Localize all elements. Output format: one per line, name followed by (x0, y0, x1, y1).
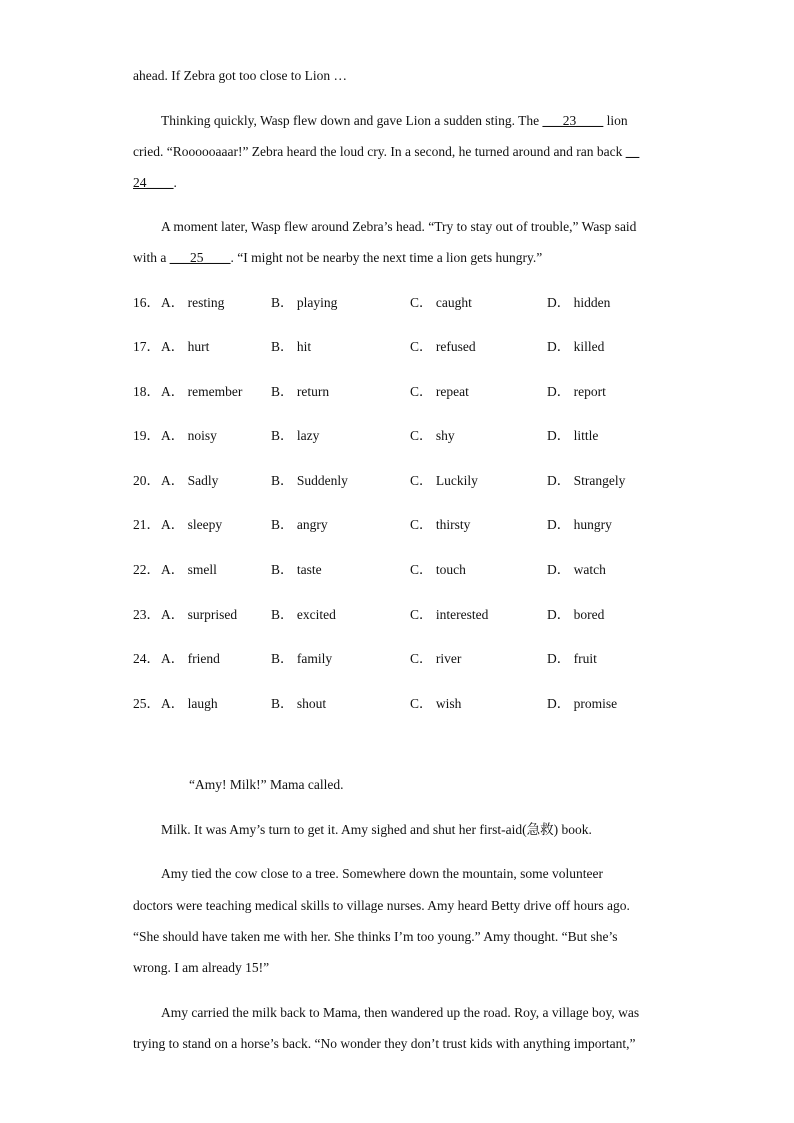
question-row (133, 384, 693, 402)
option-b: B． family (271, 651, 333, 666)
question-row (133, 339, 693, 357)
option-d: D． report (547, 384, 606, 399)
option-a: A． sleepy (161, 517, 223, 532)
option-d: D． hungry (547, 517, 612, 532)
option-d: D． killed (547, 339, 605, 354)
question-row (133, 562, 693, 580)
passage1-p3-line2 (133, 250, 542, 266)
option-c: C． repeat (410, 384, 469, 399)
question-row (133, 651, 693, 669)
option-c: C． Luckily (410, 473, 478, 488)
option-a: A． Sadly (161, 473, 219, 488)
text-fragment: . “I might not be nearby the next time a lion gets hungry.” (230, 250, 543, 265)
passage2-line3: Amy tied the cow close to a tree. Somewhere down the mountain, some volunteer (161, 866, 604, 881)
question-number: 24． (133, 651, 160, 666)
question-row (133, 607, 693, 625)
question-number: 18． (133, 384, 160, 399)
question-row (133, 428, 693, 446)
option-b: B． shout (271, 696, 327, 711)
option-c: C． caught (410, 295, 472, 310)
question-number: 16． (133, 295, 160, 310)
option-c: C． wish (410, 696, 462, 711)
passage2-line6: wrong. I am already 15!” (133, 960, 270, 975)
option-b: B． Suddenly (271, 473, 348, 488)
option-c: C． refused (410, 339, 476, 354)
passage1-p2-line3 (133, 175, 177, 191)
option-d: D． bored (547, 607, 605, 622)
question-number: 21． (133, 517, 160, 532)
passage2-line5: “She should have taken me with her. She thinks I’m too young.” Amy thought. “But she’s (133, 929, 618, 944)
option-c: C． shy (410, 428, 455, 443)
blank-23: ___23____ (542, 113, 604, 128)
blank-24-start: __ (625, 144, 640, 159)
question-row (133, 473, 693, 491)
option-d: D． fruit (547, 651, 597, 666)
question-number: 20． (133, 473, 160, 488)
option-a: A． remember (161, 384, 243, 399)
blank-24: 24____ (133, 175, 174, 190)
text-fragment: cried. “Roooooaaar!” Zebra heard the loud cry. In a second, he turned around and ran back (133, 144, 626, 159)
text-fragment: with a (133, 250, 170, 265)
option-a: A． laugh (161, 696, 218, 711)
passage1-line1: ahead. If Zebra got too close to Lion … (133, 68, 348, 83)
question-number: 23． (133, 607, 160, 622)
option-c: C． interested (410, 607, 489, 622)
question-number: 17． (133, 339, 160, 354)
question-row (133, 696, 693, 714)
passage1-p2-line2 (133, 144, 639, 160)
passage2-line1: “Amy! Milk!” Mama called. (189, 777, 344, 792)
option-d: D． watch (547, 562, 606, 577)
option-a: A． hurt (161, 339, 210, 354)
passage2-line4: doctors were teaching medical skills to village nurses. Amy heard Betty drive off hours ago. (133, 898, 630, 913)
option-a: A． noisy (161, 428, 217, 443)
option-b: B． excited (271, 607, 336, 622)
question-row (133, 295, 693, 313)
question-number: 22． (133, 562, 160, 577)
option-a: A． surprised (161, 607, 238, 622)
option-d: D． hidden (547, 295, 611, 310)
passage1-p2-line1 (161, 113, 628, 129)
option-b: B． lazy (271, 428, 320, 443)
option-d: D． little (547, 428, 599, 443)
text-fragment: Thinking quickly, Wasp flew down and gave Lion a sudden sting. The (161, 113, 543, 128)
blank-25: ___25____ (169, 250, 231, 265)
passage2-line8: trying to stand on a horse’s back. “No wonder they don’t trust kids with anything important,” (133, 1036, 636, 1051)
question-number: 25． (133, 696, 160, 711)
text-fragment: . (173, 175, 177, 190)
option-a: A． resting (161, 295, 225, 310)
option-b: B． hit (271, 339, 312, 354)
option-b: B． taste (271, 562, 322, 577)
question-row (133, 517, 693, 535)
passage1-p3-line1: A moment later, Wasp flew around Zebra’s head. “Try to stay out of trouble,” Wasp said (161, 219, 637, 234)
option-c: C． river (410, 651, 462, 666)
question-number: 19． (133, 428, 160, 443)
option-a: A． smell (161, 562, 217, 577)
option-b: B． return (271, 384, 330, 399)
option-d: D． Strangely (547, 473, 626, 488)
option-a: A． friend (161, 651, 220, 666)
option-c: C． touch (410, 562, 466, 577)
option-d: D． promise (547, 696, 618, 711)
option-c: C． thirsty (410, 517, 471, 532)
passage2-line2: Milk. It was Amy’s turn to get it. Amy sighed and shut her first-aid(急救) book. (161, 822, 592, 837)
option-b: B． playing (271, 295, 338, 310)
text-fragment: lion (603, 113, 628, 128)
passage2-line7: Amy carried the milk back to Mama, then wandered up the road. Roy, a village boy, was (161, 1005, 640, 1020)
option-b: B． angry (271, 517, 328, 532)
